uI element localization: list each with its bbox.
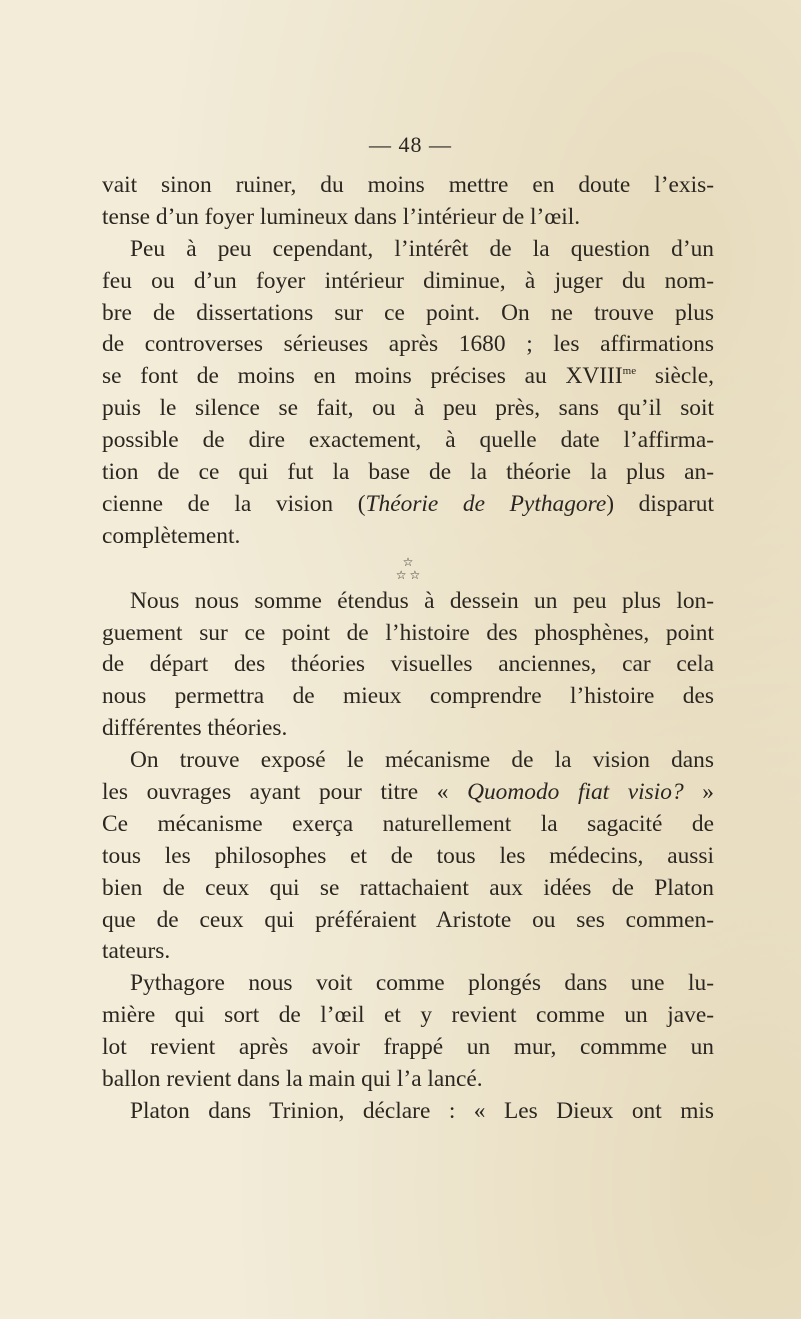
text-fragment: les ouvrages ayant pour titre «	[102, 779, 468, 806]
text-line: tion de ce qui fut la base de la théorie la plus an-	[102, 459, 714, 486]
text-fragment: se font de moins en moins précises au XVIII	[102, 363, 623, 390]
text-line: mière qui sort de l’œil et y revient comme un jave-	[102, 1002, 714, 1029]
section-separator	[102, 556, 714, 582]
star-icon-pair: ☆ ☆	[395, 567, 421, 582]
text-line: ballon revient dans la main qui l’a lancé.	[102, 1066, 483, 1093]
text-line: nous permettra de mieux comprendre l’histoire des	[102, 683, 714, 710]
body-text	[102, 170, 714, 1128]
text-line: que de ceux qui préféraient Aristote ou ses commen-	[102, 906, 714, 933]
text-line: lot revient après avoir frappé un mur, commme un	[102, 1034, 714, 1061]
text-line: complètement.	[102, 522, 241, 549]
text-line	[102, 489, 714, 521]
text-line: Ce mécanisme exerça naturellement la sagacité de	[102, 810, 714, 837]
text-line: feu ou d’un foyer intérieur diminue, à juger du nom-	[102, 267, 714, 294]
text-line: puis le silence se fait, ou à peu près, sans qu’il soit	[102, 395, 714, 422]
text-fragment: »	[683, 779, 714, 806]
text-line: vait sinon ruiner, du moins mettre en doute l’exis-	[102, 172, 714, 198]
text-line: possible de dire exactement, à quelle date l’affirma-	[102, 427, 714, 454]
text-line: de départ des théories visuelles anciennes, car cela	[102, 651, 714, 678]
text-line: Peu à peu cependant, l’intérêt de la question d’un	[130, 235, 714, 262]
text-line: différentes théories.	[102, 715, 288, 742]
text-line: de controverses sérieuses après 1680 ; les affirmations	[102, 331, 714, 358]
text-fragment: ) disparut	[606, 490, 715, 517]
text-line: bre de dissertations sur ce point. On ne trouve plus	[102, 299, 714, 326]
text-line: tateurs.	[102, 938, 171, 965]
text-line: On trouve exposé le mécanisme de la vision dans	[130, 747, 714, 774]
italic-title: Théorie de Pythagore	[365, 490, 607, 517]
text-line: Nous nous somme étendus à dessein un peu plus lon-	[130, 587, 714, 614]
page-number: — 48 —	[369, 132, 452, 157]
text-line: bien de ceux qui se rattachaient aux idées de Platon	[102, 874, 714, 901]
superscript: me	[622, 365, 637, 378]
text-line: Pythagore nous voit comme plongés dans une lu-	[130, 970, 714, 997]
text-fragment: siècle,	[636, 363, 714, 390]
text-line	[102, 361, 714, 393]
italic-title: Quomodo fiat visio?	[467, 779, 684, 806]
text-fragment: cienne de la vision (	[102, 490, 366, 517]
text-line: tense d’un foyer lumineux dans l’intérieur de l’œil.	[102, 203, 581, 230]
star-icon: ☆	[402, 554, 414, 569]
text-line: Platon dans Trinion, déclare : « Les Dieux ont mis	[130, 1097, 714, 1124]
text-line: guement sur ce point de l’histoire des phosphènes, point	[102, 619, 714, 646]
text-line	[102, 777, 714, 809]
text-line: tous les philosophes et de tous les médecins, aussi	[102, 842, 714, 869]
